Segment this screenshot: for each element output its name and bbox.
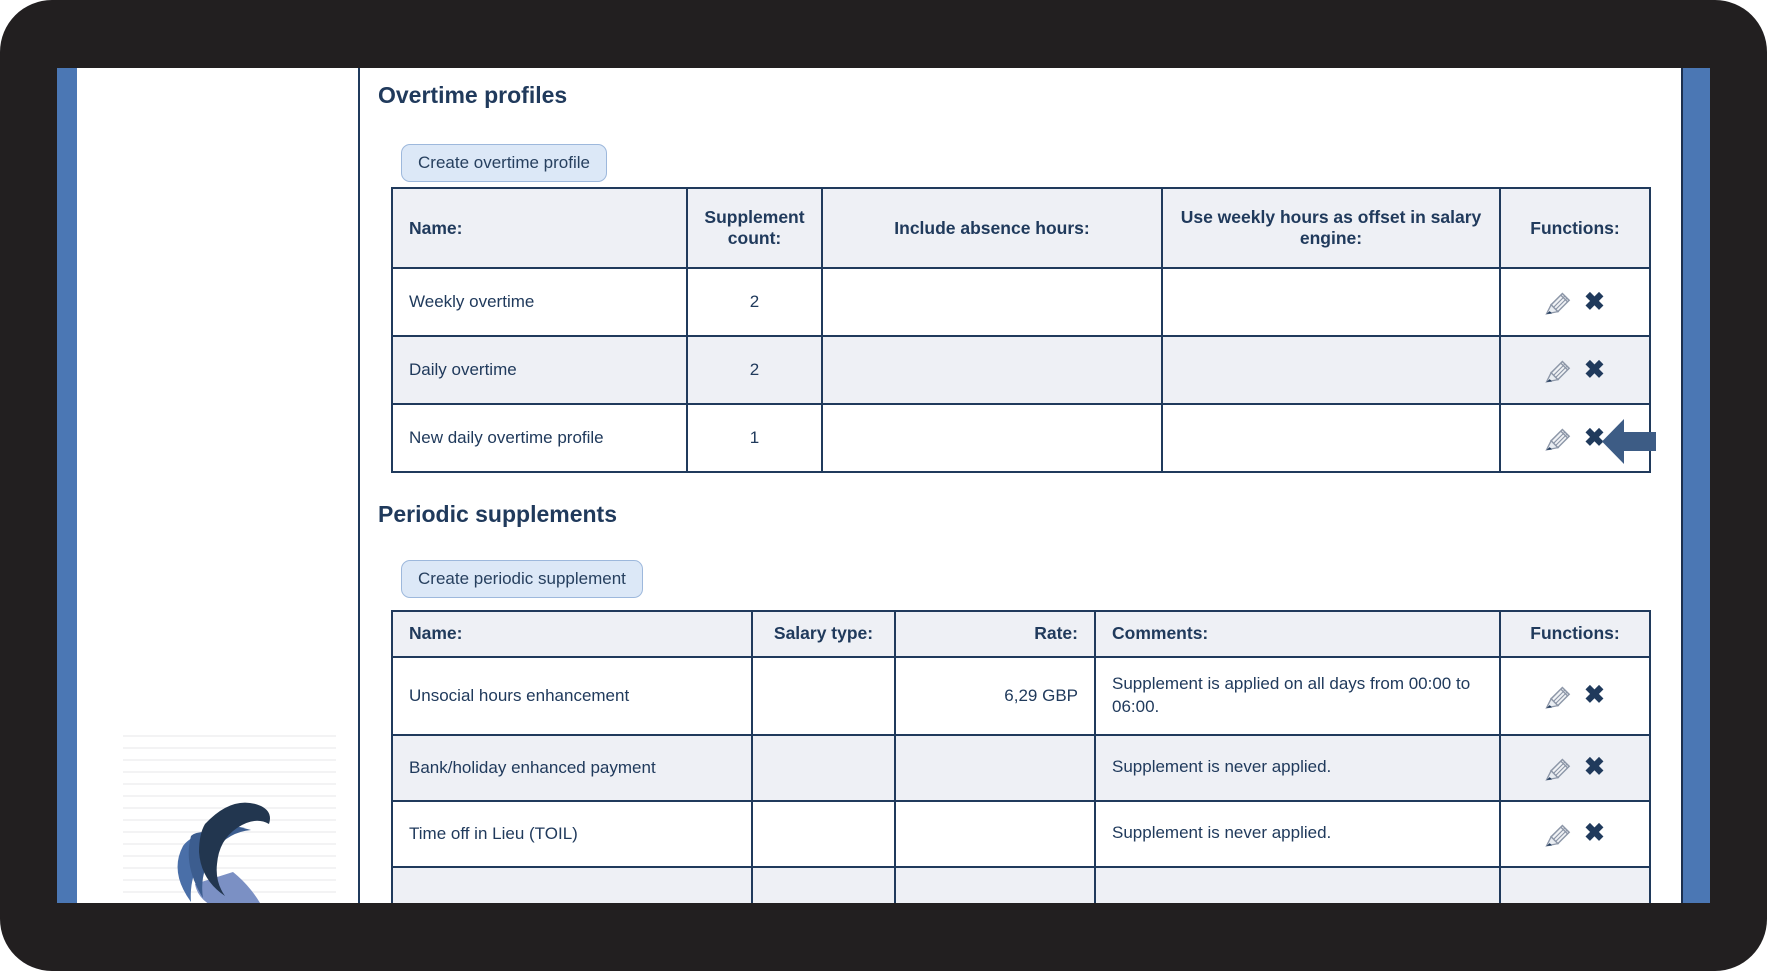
table-row (392, 404, 1650, 472)
table-row-partial (392, 867, 1650, 903)
edit-pencil-icon[interactable] (1545, 821, 1573, 847)
overtime-profiles-title: Overtime profiles (378, 82, 568, 108)
create-overtime-profile-button[interactable]: Create overtime profile (401, 144, 607, 182)
column-header-functions: Functions: (1500, 611, 1650, 657)
rate-value (895, 735, 1095, 801)
table-row (392, 657, 1650, 735)
app-window (57, 68, 1710, 903)
edit-pencil-icon[interactable] (1545, 357, 1573, 383)
include-absence-value (822, 336, 1162, 404)
column-header-salary-type: Salary type: (752, 611, 895, 657)
left-arrow-annotation-icon (1602, 418, 1656, 465)
comments-text: Supplement is never applied. (1095, 735, 1500, 801)
delete-x-icon[interactable]: ✖ (1584, 287, 1605, 316)
periodic-supplements-table (391, 610, 1651, 903)
delete-x-icon[interactable]: ✖ (1584, 753, 1605, 782)
edit-pencil-icon[interactable] (1545, 683, 1573, 709)
column-header-include-absence: Include absence hours: (822, 188, 1162, 268)
column-header-comments: Comments: (1095, 611, 1500, 657)
rate-value: 6,29 GBP (895, 657, 1095, 735)
profile-name: Daily overtime (392, 336, 687, 404)
profile-name: New daily overtime profile (392, 404, 687, 472)
use-weekly-value (1162, 404, 1500, 472)
edit-pencil-icon[interactable] (1545, 755, 1573, 781)
supplement-count: 2 (687, 336, 822, 404)
delete-x-icon[interactable]: ✖ (1584, 681, 1605, 710)
column-header-functions: Functions: (1500, 188, 1650, 268)
salary-type (752, 735, 895, 801)
column-header-supplement-count: Supplement count: (687, 188, 822, 268)
delete-x-icon[interactable]: ✖ (1584, 355, 1605, 384)
profile-name: Weekly overtime (392, 268, 687, 336)
sidebar (77, 68, 360, 903)
wave-logo-icon (161, 788, 291, 903)
column-header-name: Name: (392, 188, 687, 268)
supplement-name: Unsocial hours enhancement (392, 657, 752, 735)
use-weekly-value (1162, 268, 1500, 336)
column-header-use-weekly-hours: Use weekly hours as offset in salary engine: (1162, 188, 1500, 268)
comments-text: Supplement is applied on all days from 00:00 to 06:00. (1095, 657, 1500, 735)
salary-type (752, 801, 895, 867)
supplement-count: 1 (687, 404, 822, 472)
supplement-name: Bank/holiday enhanced payment (392, 735, 752, 801)
column-header-name: Name: (392, 611, 752, 657)
edit-pencil-icon[interactable] (1545, 425, 1573, 451)
edit-pencil-icon[interactable] (1545, 289, 1573, 315)
table-row (392, 336, 1650, 404)
overtime-header-row (392, 188, 1650, 268)
include-absence-value (822, 268, 1162, 336)
include-absence-value (822, 404, 1162, 472)
delete-x-icon[interactable]: ✖ (1584, 819, 1605, 848)
table-row (392, 268, 1650, 336)
column-header-rate: Rate: (895, 611, 1095, 657)
delete-x-icon[interactable]: ✖ (1584, 423, 1605, 452)
right-blue-bar (1681, 68, 1710, 903)
comments-text: Supplement is never applied. (1095, 801, 1500, 867)
use-weekly-value (1162, 336, 1500, 404)
create-periodic-supplement-button[interactable]: Create periodic supplement (401, 560, 643, 598)
rate-value (895, 801, 1095, 867)
table-row (392, 735, 1650, 801)
periodic-supplements-title: Periodic supplements (378, 501, 618, 528)
supplement-name: Time off in Lieu (TOIL) (392, 801, 752, 867)
supplement-count: 2 (687, 268, 822, 336)
main-content (360, 68, 1681, 903)
table-row (392, 801, 1650, 867)
salary-type (752, 657, 895, 735)
periodic-header-row (392, 611, 1650, 657)
overtime-profiles-table (391, 187, 1651, 473)
left-blue-bar (57, 68, 77, 903)
